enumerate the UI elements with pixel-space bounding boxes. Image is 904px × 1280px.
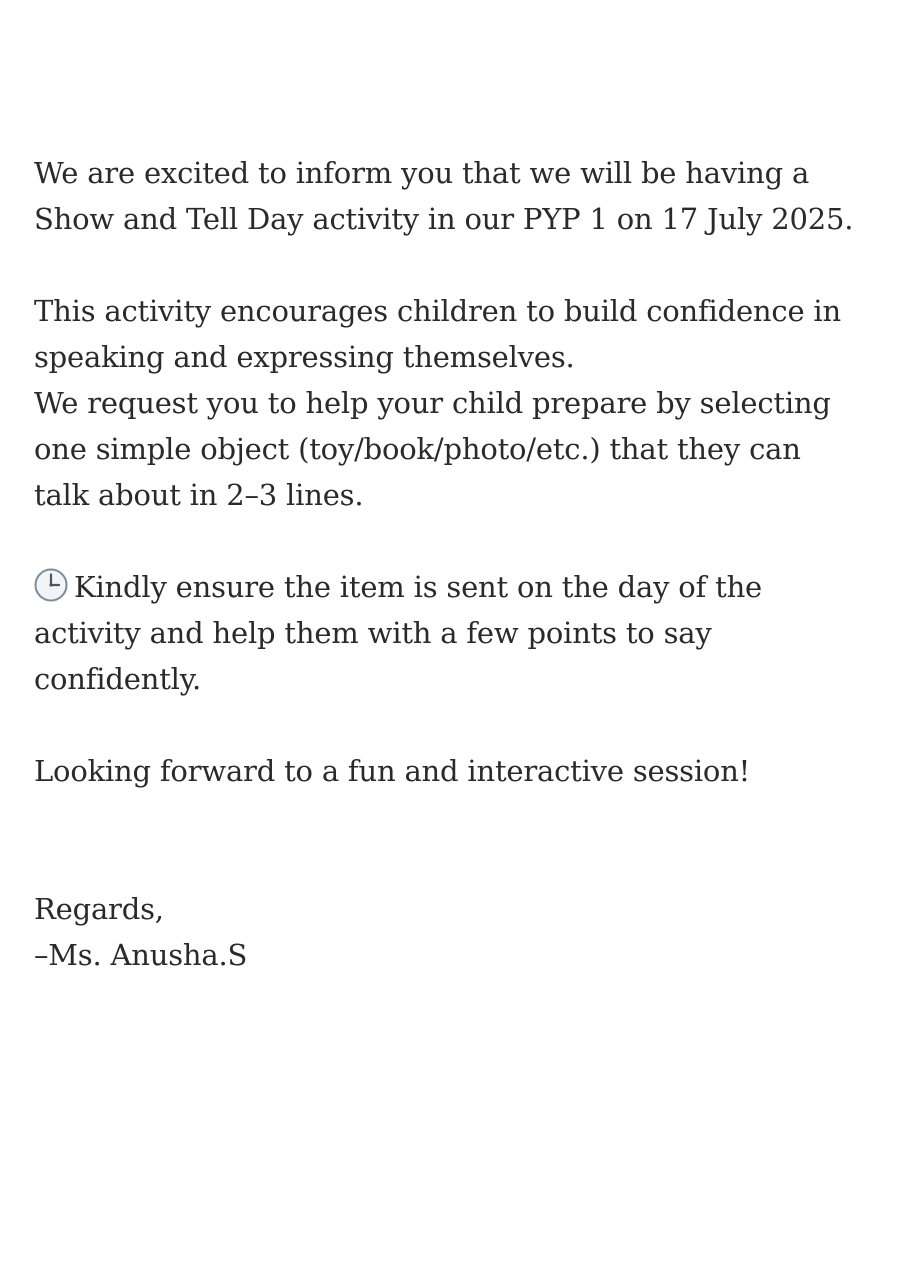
activity-line-3: We request you to help your child prepare by selecting	[34, 386, 831, 420]
intro-paragraph	[34, 150, 884, 242]
reminder-line-2: activity and help them with a few points to say	[34, 616, 712, 650]
closing-paragraph	[34, 748, 884, 794]
activity-paragraph	[34, 288, 884, 518]
signature-block	[34, 886, 884, 978]
paragraph-spacer	[34, 518, 884, 564]
intro-line-2: Show and Tell Day activity in our PYP 1 on 17 July 2025.	[34, 202, 854, 236]
intro-line-1: We are excited to inform you that we will be having a	[34, 156, 810, 190]
paragraph-spacer	[34, 702, 884, 748]
closing-line: Looking forward to a fun and interactive session!	[34, 754, 751, 788]
message-body	[34, 150, 884, 978]
activity-line-5: talk about in 2–3 lines.	[34, 478, 364, 512]
activity-line-2: speaking and expressing themselves.	[34, 340, 575, 374]
signature-name: –Ms. Anusha.S	[34, 938, 248, 972]
activity-line-1: This activity encourages children to build confidence in	[34, 294, 841, 328]
signature-spacer	[34, 794, 884, 886]
reminder-line-1-text: Kindly ensure the item is sent on the day of the	[74, 570, 763, 604]
reminder-line-1	[34, 564, 884, 610]
reminder-paragraph	[34, 564, 884, 702]
activity-line-4: one simple object (toy/book/photo/etc.) that they can	[34, 432, 801, 466]
signature-closing: Regards,	[34, 892, 164, 926]
paragraph-spacer	[34, 242, 884, 288]
reminder-line-3: confidently.	[34, 662, 202, 696]
clock-icon	[34, 568, 68, 602]
